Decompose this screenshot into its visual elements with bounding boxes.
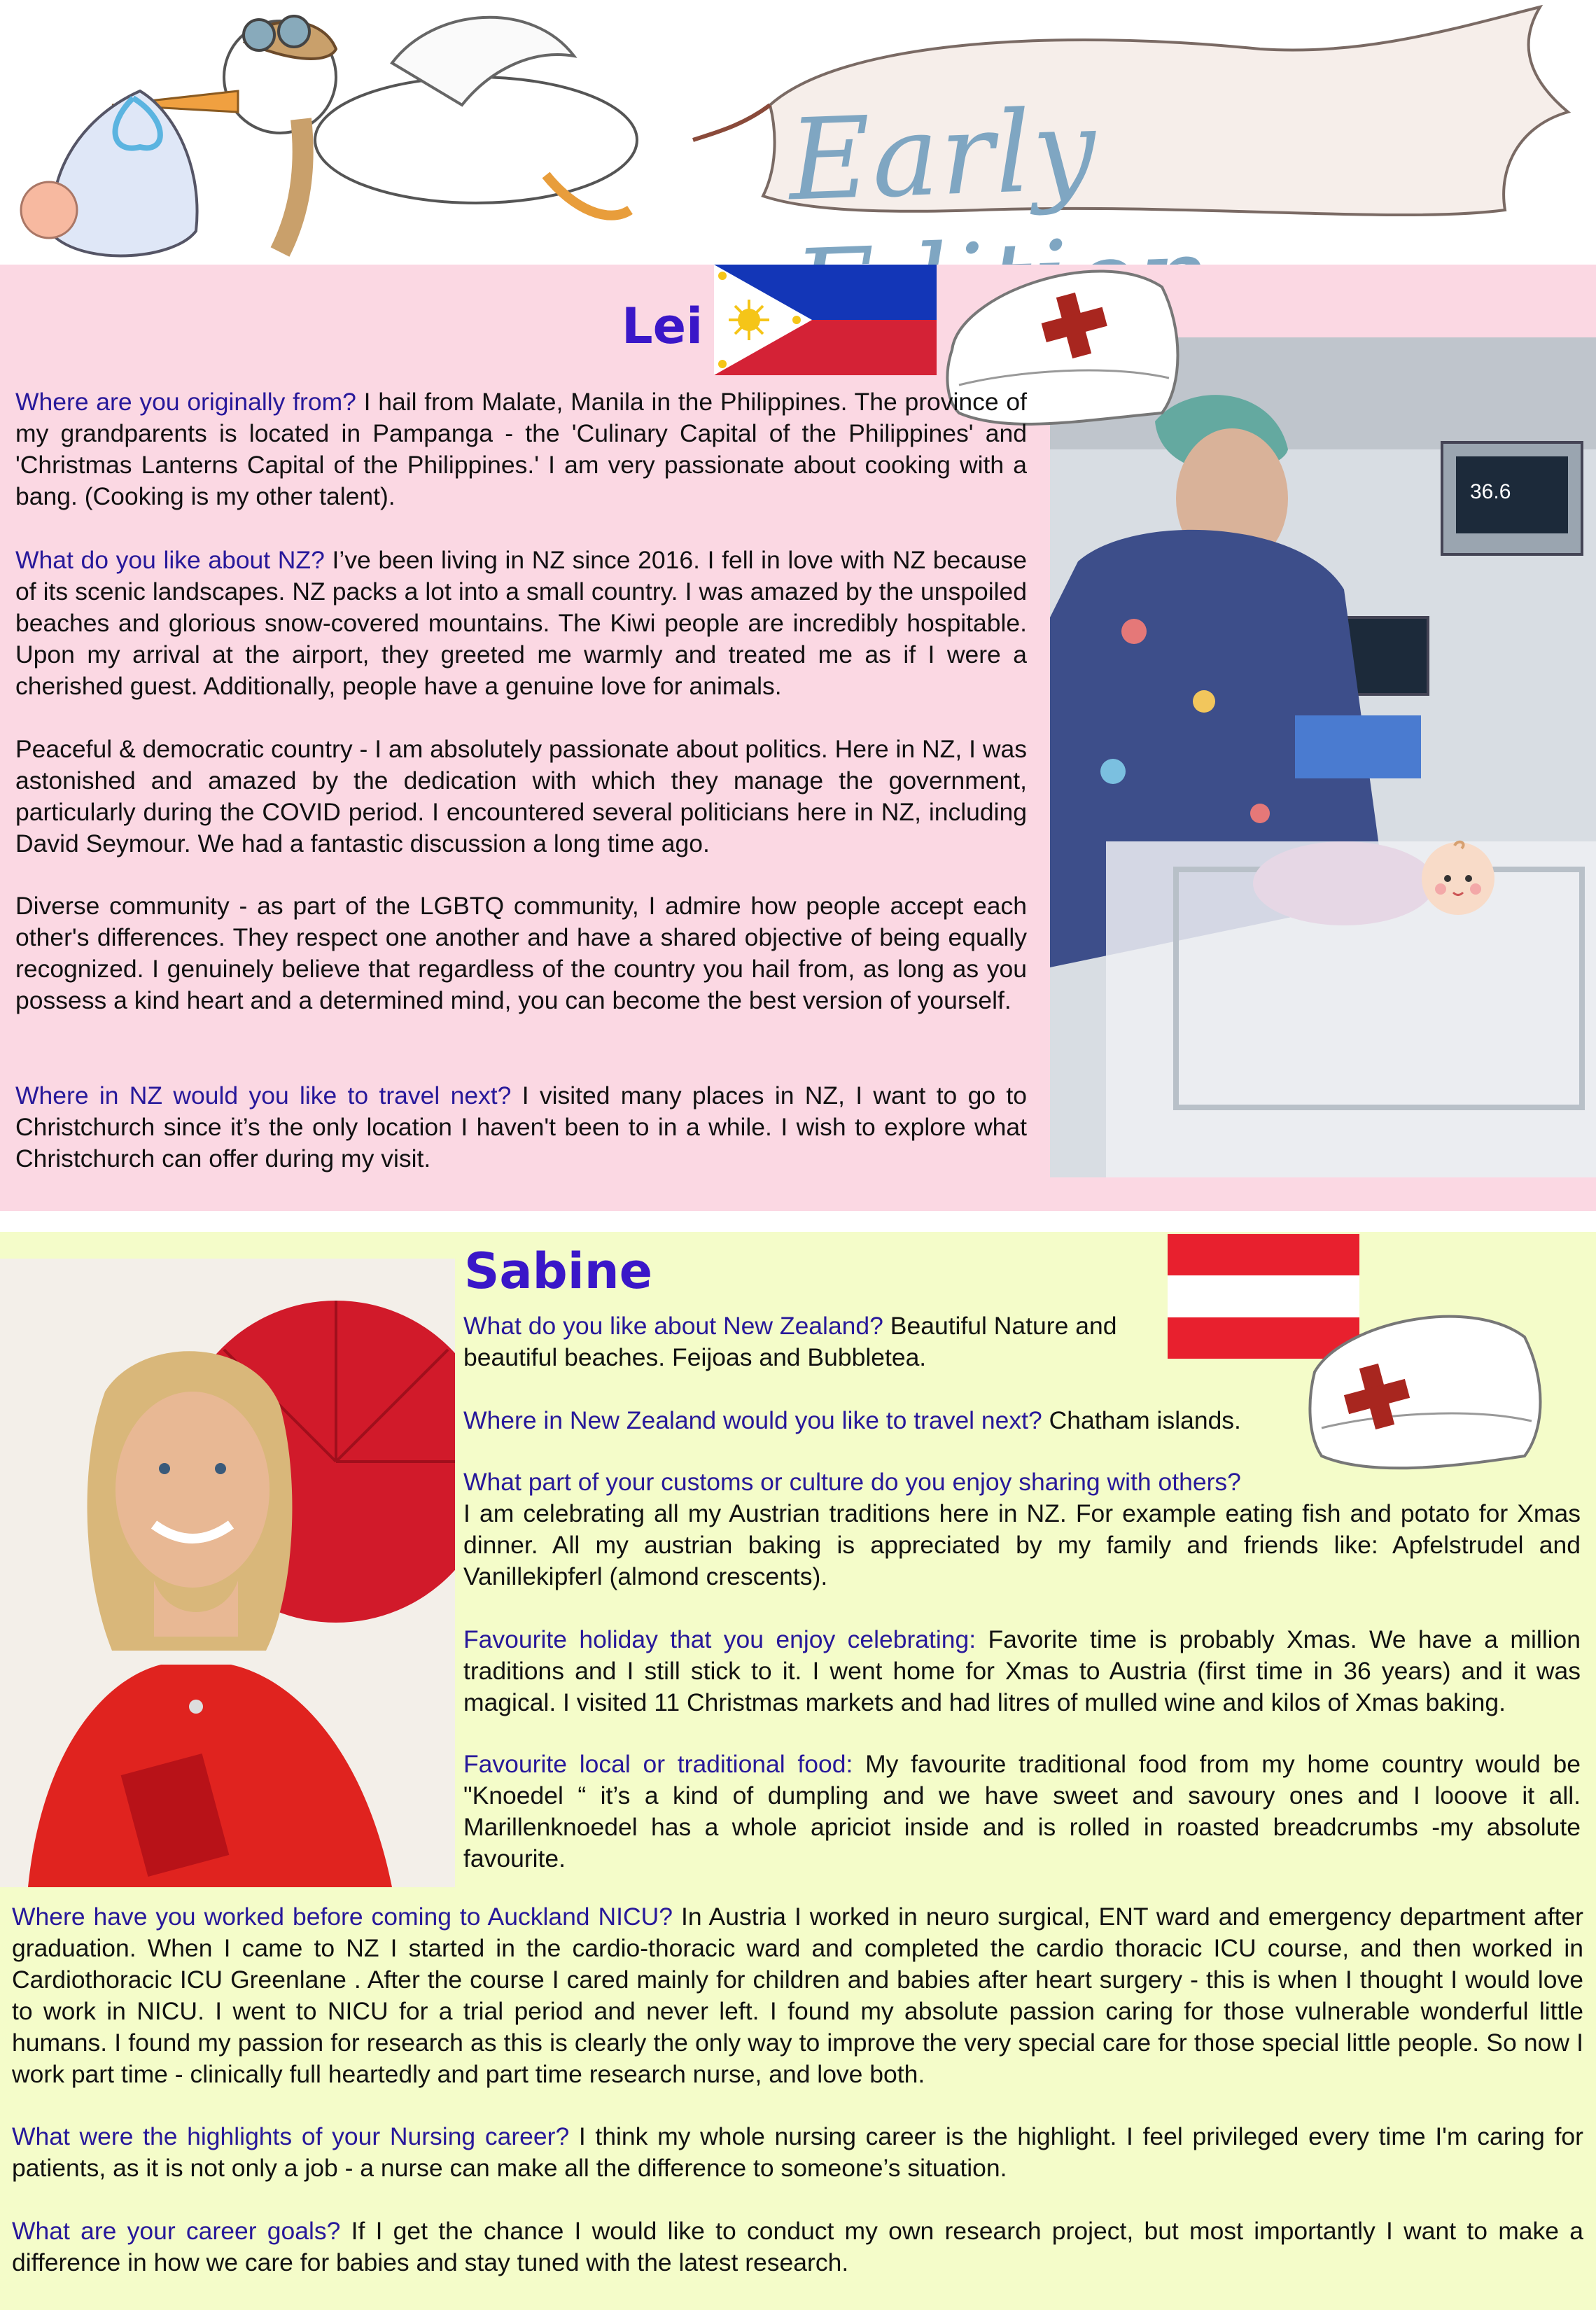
baby-face-icon <box>1420 840 1497 917</box>
sabine-answer-culture: I am celebrating all my Austrian traditions here in NZ. For example eating fish and potato for Xmas dinner. All my austrian baking is appreciated by my family and friends like: Apfelstrudel and Vanillekipferl (almond crescents). <box>463 1499 1581 1590</box>
sabine-question-culture: What part of your customs or culture do you enjoy sharing with others? <box>463 1468 1241 1496</box>
lei-politics-paragraph: Peaceful & democratic country - I am absolutely passionate about politics. Here in NZ, I was astonished and amazed by the dedication with which they manage the government, particularly during the COVID period. I encountered several politicians here in NZ, including David Seymour. We had a fantastic discussion a long time ago. <box>15 735 1027 858</box>
lei-name-heading: Lei <box>622 298 704 355</box>
sabine-like-nz-paragraph <box>463 1310 1163 1373</box>
sabine-portrait-photo <box>0 1259 455 1887</box>
lei-question-travel: Where in NZ would you like to travel next? <box>15 1082 512 1110</box>
nurse-with-incubator-image <box>1050 337 1596 1177</box>
sabine-answer-holiday: Favorite time is probably Xmas. We have a million traditions and I still stick to it. I went home for Xmas to Austria (first time in 36 years) and it was magical. I visited 11 Christmas markets and had litres of mulled wine and kilos of Xmas baking. <box>463 1625 1581 1716</box>
sabine-answer-goals: If I get the chance I would like to conduct my own research project, but most importantly I want to make a difference in how we care for babies and stay tuned with the latest research. <box>12 2217 1583 2276</box>
lei-question-like-nz: What do you like about NZ? <box>15 546 325 574</box>
sabine-goals-paragraph <box>12 2216 1583 2278</box>
nurse-cap-icon <box>1301 1295 1553 1491</box>
smiling-woman-image <box>0 1259 455 1887</box>
sabine-question-holiday: Favourite holiday that you enjoy celebrating: <box>463 1625 976 1653</box>
banner-title: Early <box>786 84 1100 226</box>
lei-nicu-photo <box>1050 337 1596 1177</box>
lei-answer-travel: I visited many places in NZ, I want to go to Christchurch since it’s the only location I haven't been to in a while. I wish to explore what Christchurch can offer during my visit. <box>15 1082 1027 1172</box>
sabine-career-history-paragraph <box>12 1901 1583 2090</box>
sabine-culture-paragraph <box>463 1466 1581 1592</box>
header <box>0 0 1596 265</box>
lei-travel-paragraph <box>15 1080 1027 1175</box>
sabine-answer-like-nz: Beautiful Nature and beautiful beaches. Feijoas and Bubbletea. <box>463 1312 1117 1371</box>
baby-bundle-icon <box>21 91 197 255</box>
sabine-highlights-paragraph <box>12 2121 1583 2184</box>
philippines-flag-icon <box>714 265 937 375</box>
sabine-food-paragraph <box>463 1749 1581 1875</box>
sabine-question-travel: Where in New Zealand would you like to travel next? <box>463 1406 1042 1434</box>
lei-answer-origin: I hail from Malate, Manila in the Philippines. The province of my grandparents is located in Pampanga - the 'Culinary Capital of the Philippines' and 'Christmas Lanterns Capital of the Philippines.' I am very passionate about cooking with a bang. (Cooking is my other talent). <box>15 388 1027 510</box>
sabine-question-highlights: What were the highlights of your Nursing career? <box>12 2122 570 2150</box>
lei-community-paragraph: Diverse community - as part of the LGBTQ community, I admire how people accept each other's differences. They respect one another and have a shared objective of being equally recognized. I genuinely believe that regardless of the country you hail from, as long as you possess a kind heart and a determined mind, you can become the best version of yourself. <box>15 892 1027 1014</box>
lei-origin-paragraph <box>15 386 1027 512</box>
lei-answer-like-nz: I’ve been living in NZ since 2016. I fell in love with NZ because of its scenic landscapes. NZ packs a lot into a small country. I was amazed by the unspoiled beaches and glorious snow-covered mountains. The Kiwi people are incredibly hospitable. Upon my arrival at the airport, they greeted me warmly and treated me as if I were a cherished guest. Additionally, people have a genuine love for animals. <box>15 546 1027 700</box>
sabine-answer-food: My favourite traditional food from my home country would be "Knoedel “ it’s a kind of dumpling and we have sweet and savoury ones and I looove it all. Marillenknoedel has a whole apriciot inside and is rolled in roasted breadcrumbs -my absolute favourite. <box>463 1750 1581 1872</box>
sabine-answer-worked-before: In Austria I worked in neuro surgical, ENT ward and emergency department after graduation. When I came to NZ I started in the cardio-thoracic ward and completed the cardio thoracic ICU course, and then worked in Cardiothoracic ICU Greenlane . After the course I cared mainly for children and babies after heart surgery - this is when I thought I would love to work in NICU. I went to NICU for a trial period and never left. I found my absolute passion caring for those vulnerable wonderful little humans. I found my passion for research as this is clearly the only way to improve the very special care for those special little people. So now I work part time - clinically full heartedly and part time research nurse, and love both. <box>12 1903 1584 2088</box>
monitor-reading: 36.6 <box>1470 480 1511 503</box>
sabine-answer-highlights: I think my whole nursing career is the highlight. I feel privileged every time I'm caring for patients, as it is not only a job - a nurse can make all the difference to someone’s situation. <box>12 2122 1583 2182</box>
sabine-name-heading: Sabine <box>464 1242 653 1300</box>
sabine-question-goals: What are your career goals? <box>12 2217 341 2245</box>
sabine-question-worked-before: Where have you worked before coming to Auckland NICU? <box>12 1903 673 1931</box>
lei-question-origin: Where are you originally from? <box>15 388 356 416</box>
sabine-question-food: Favourite local or traditional food: <box>463 1750 853 1778</box>
lei-like-nz-paragraph <box>15 545 1027 702</box>
sabine-travel-paragraph <box>463 1405 1303 1436</box>
sabine-holiday-paragraph <box>463 1624 1581 1718</box>
sabine-question-like-nz: What do you like about New Zealand? <box>463 1312 883 1340</box>
sabine-answer-travel: Chatham islands. <box>1042 1406 1241 1434</box>
